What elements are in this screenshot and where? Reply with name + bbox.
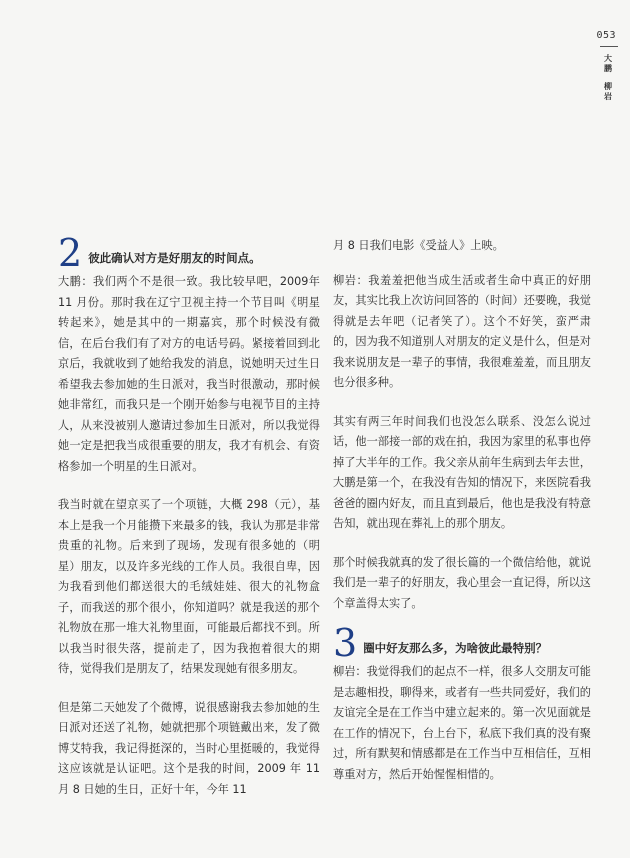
paragraph: 月 8 日我们电影《受益人》上映。: [333, 239, 504, 252]
paragraph: 柳岩：我羞羞把他当成生活或者生命中真正的好朋友，其实比我上次访问回答的（时间）还要晚，我觉得就是去年吧（记者笑了）。这个不好笑，蛮严肃的，因为我不知道别人对朋友的定义是什么，但是对我来说朋友是一辈子的事情，我很难羞羞，而且朋友也分很多种。: [333, 273, 591, 389]
page-number: 053: [596, 30, 616, 41]
paragraph: 我当时就在望京买了一个项链，大概 298（元），基本上是我一个月能攒下来最多的钱，我认为那是非常贵重的礼物。后来到了现场，发现有很多她的（明星）朋友，以及许多光线的工作人员。我很自卑，因为我看到他们都送很大的毛绒娃娃、很大的礼物盒子，而我送的那个很小，你知道吗？就是我送的那个礼物放在那一堆大礼物里面，可能最后都找不到。所以我当时很失落，提前走了，因为我抱着很大的期待，觉得我们是朋友了，结果发现她有很多朋友。: [58, 498, 320, 675]
running-head: [602, 54, 614, 102]
paragraph: 大鹏：我们两个不是很一致。我比较早吧，2009年 11 月份。那时我在辽宁卫视主持一个节目叫《明星转起来》，她是其中的一期嘉宾，那个时候没有微信，在后台我们有了对方的电话号码。紧接着回到北京后，我就收到了她给我发的消息，说她明天过生日希望我去参加她的生日派对，我当时很激动，那时候她非常红，而我只是一个刚开始参与电视节目的主持人，从来没被别人邀请过参加生日派对，所以我觉得她一定是把我当成很重要的朋友，我才有机会、有资格参加一个明星的生日派对。: [58, 275, 320, 473]
left-column: [58, 231, 320, 818]
section-number: 3: [333, 621, 358, 665]
section-title: 彼此确认对方是好朋友的时间点。: [88, 251, 261, 265]
paragraph: 但是第二天她发了个微博，说很感谢我去参加她的生日派对还送了礼物，她就把那个项链戴出来，发了微博艾特我，我记得挺深的，当时心里挺暖的，我觉得这应该就是认证吧。这个是我的时间，2009 年 11 月 8 日她的生日，正好十年，今年 11: [58, 700, 320, 796]
running-head-name-liuyan: 柳岩: [604, 82, 612, 101]
section-title: 圈中好友那么多，为啥彼此最特别？: [363, 641, 548, 655]
section-heading-3: [333, 621, 591, 665]
paragraph: 柳岩：我觉得我们的起点不一样，很多人交朋友可能是志趣相投，聊得来，或者有一些共同爱好，我们的友谊完全是在工作当中建立起来的。第一次见面就是在工作的情况下，台上台下，私底下我们真的没有聚过，所有默契和情感都是在工作当中互相信任，互相尊重对方，然后开始惺惺相惜的。: [333, 665, 591, 781]
running-head-name-dapeng: 大鹏: [604, 54, 612, 73]
section-heading-2: [58, 231, 320, 275]
section-number: 2: [58, 231, 83, 275]
page-number-rule: [600, 46, 618, 47]
paragraph: 其实有两三年时间我们也没怎么联系、没怎么说过话，他一部接一部的戏在拍，我因为家里的私事也停掉了大半年的工作。我父亲从前年生病到去年去世，大鹏是第一个，在我没有告知的情况下，来医院看我爸爸的圈内好友，而且直到最后，他也是我没有特意告知，就出现在葬礼上的那个朋友。: [333, 414, 591, 530]
right-column: [333, 236, 591, 803]
paragraph: 那个时候我就真的发了很长篇的一个微信给他，就说我们是一辈子的好朋友，我心里会一直记得，所以这个章盖得太实了。: [333, 555, 591, 610]
